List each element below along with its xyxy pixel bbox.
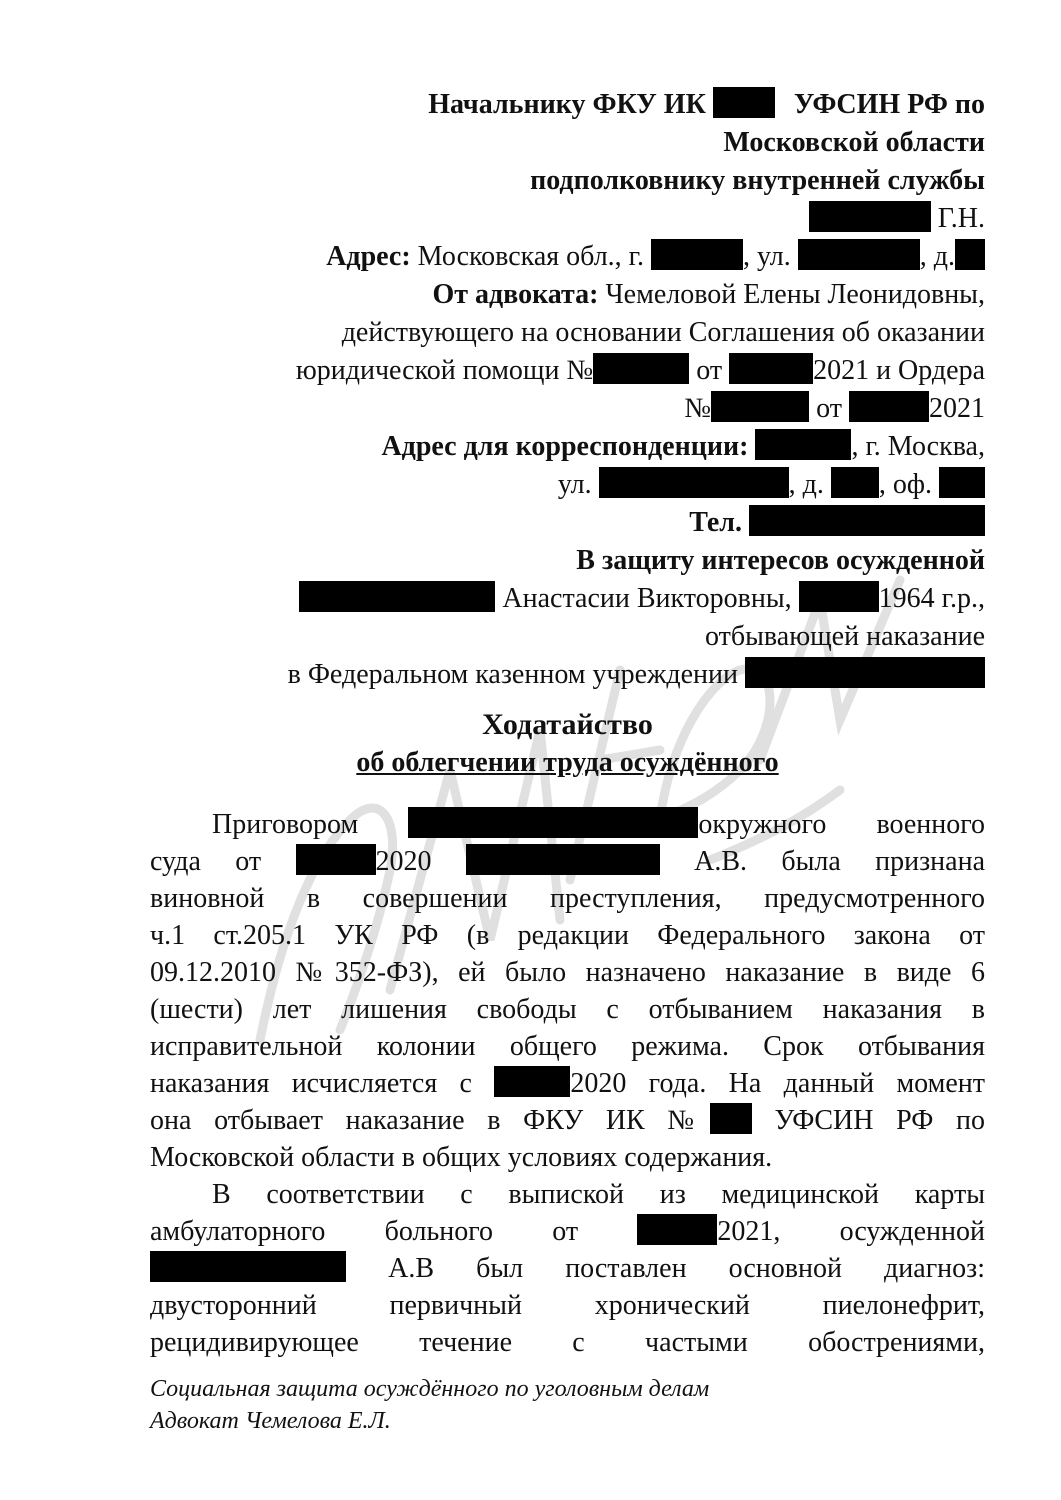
footer-line-1: Социальная защита осуждённого по уголовным делам xyxy=(150,1376,710,1402)
redaction-box xyxy=(466,844,660,875)
basis-line: действующего на основании Соглашения об оказании xyxy=(341,317,985,348)
redaction-box xyxy=(939,467,985,498)
from-lawyer: От адвоката: Чемеловой Елены Леонидовны, xyxy=(432,279,985,310)
convict-line: Анастасии Викторовны, 1964 г.р., xyxy=(150,580,985,617)
redaction-box xyxy=(955,239,985,270)
redaction-box xyxy=(729,353,813,384)
body-line: двусторонний первичный хронический пиелонефрит, xyxy=(150,1290,985,1321)
redaction-box xyxy=(494,1066,570,1097)
redaction-box xyxy=(296,844,376,875)
footer-line-2: Адвокат Чемелова Е.Л. xyxy=(150,1408,391,1434)
body-line: амбулаторного больного от 2021, осужденной xyxy=(150,1216,986,1247)
institution-line: в Федеральном казенном учреждении xyxy=(150,656,985,693)
redaction-box xyxy=(749,505,985,536)
body-line: 09.12.2010 №352-ФЗ), ей было назначено наказание в виде 6 xyxy=(150,957,985,988)
body-line: Приговором окружного военного xyxy=(212,809,985,840)
header-line-2: Московской области xyxy=(723,127,985,158)
body-line: В соответствии с выпиской из медицинской карты xyxy=(212,1179,985,1210)
correspondence-address: Адрес для корреспонденции: , г. Москва, xyxy=(381,431,985,462)
header-line-1: Начальнику ФКУ ИК УФСИН РФ по xyxy=(428,89,985,120)
redaction-box xyxy=(809,201,931,232)
redaction-box xyxy=(849,391,929,422)
header-line-3: подполковнику внутренней службы xyxy=(530,165,985,196)
body-line: наказания исчисляется с 2020 года. На данный момент xyxy=(150,1068,985,1099)
addressee-address: Адрес: Московская обл., г. , ул. , д. xyxy=(150,238,985,275)
redaction-box xyxy=(599,467,789,498)
redaction-box xyxy=(831,467,879,498)
document-subtitle: об облегчении труда осуждённого xyxy=(356,747,779,778)
redaction-box xyxy=(799,581,879,612)
body-line: А.В был поставлен основной диагноз: xyxy=(150,1250,985,1287)
redaction-box xyxy=(408,807,698,838)
document-title: Ходатайство xyxy=(482,708,653,741)
correspondence-street: ул. , д. , оф. xyxy=(150,466,985,503)
body-line: она отбывает наказание в ФКУ ИК № УФСИН РФ по xyxy=(150,1105,986,1136)
redaction-box xyxy=(745,657,985,688)
redaction-box xyxy=(593,353,689,384)
redaction-box xyxy=(711,391,809,422)
body-line: Московской области в общих условиях содержания. xyxy=(150,1142,773,1173)
redaction-box xyxy=(651,239,743,270)
redaction-box xyxy=(150,1251,346,1282)
header-line-4: Г.Н. xyxy=(150,200,985,237)
redaction-box xyxy=(755,429,851,460)
body-line: суда от 2020 А.В. была признана xyxy=(150,846,986,877)
redaction-box xyxy=(637,1214,717,1245)
order-line: № от 2021 xyxy=(684,393,985,424)
serving-line: отбывающей наказание xyxy=(705,621,985,652)
body-line: рецидивирующее течение с частыми обострениями, xyxy=(150,1327,985,1358)
body-line: исправительной колонии общего режима. Срок отбывания xyxy=(150,1031,985,1062)
redaction-box xyxy=(798,239,920,270)
redaction-box xyxy=(710,1103,752,1134)
defense-label: В защиту интересов осужденной xyxy=(576,545,985,576)
body-line: (шести) лет лишения свободы с отбыванием наказания в xyxy=(150,994,985,1025)
legal-aid-line: юридической помощи № от 2021 и Ордера xyxy=(295,355,985,386)
redaction-box xyxy=(299,581,495,612)
phone-line: Тел. xyxy=(150,504,985,541)
redaction-box xyxy=(713,87,775,118)
body-line: ч.1 ст.205.1 УК РФ (в редакции Федерального закона от xyxy=(150,920,985,951)
body-line: виновной в совершении преступления, предусмотренного xyxy=(150,883,985,914)
